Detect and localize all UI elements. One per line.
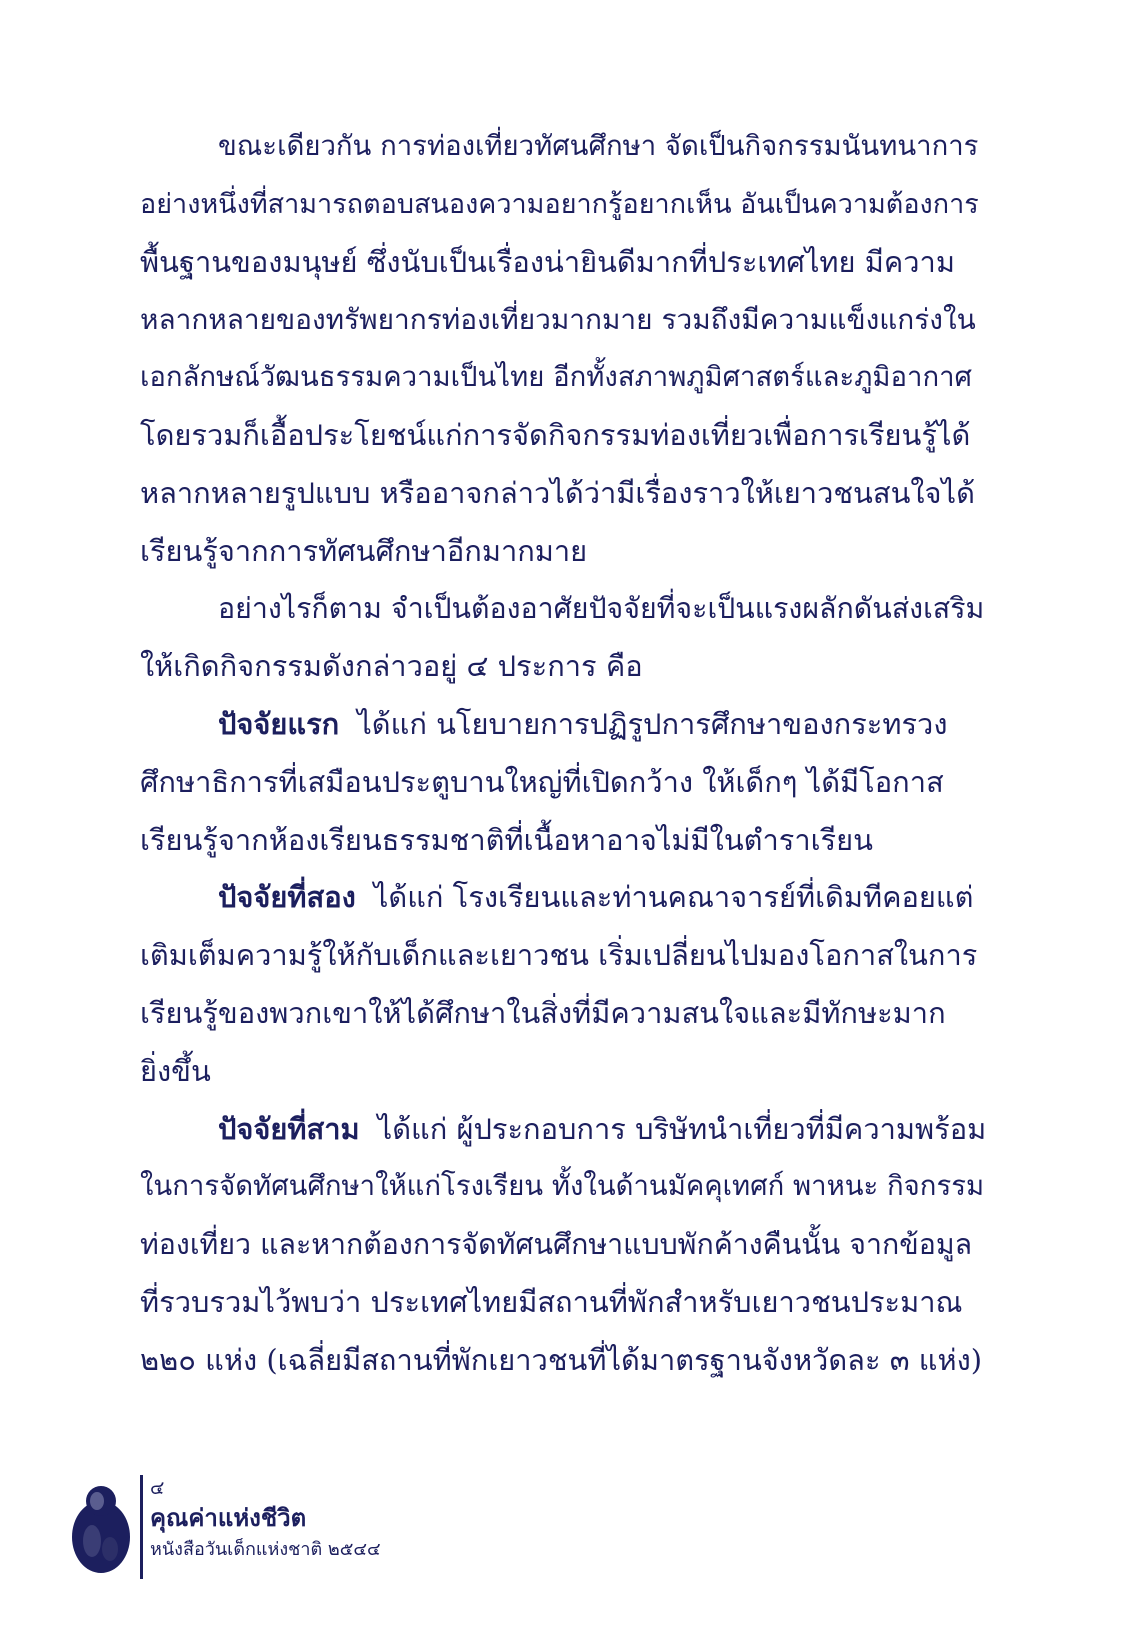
- text-line: ให้เกิดกิจกรรมดังกล่าวอยู่ ๔ ประการ คือ: [140, 649, 643, 684]
- text-line: เรียนรู้ของพวกเขาให้ได้ศึกษาในสิ่งที่มีความสนใจและมีทักษะมาก: [140, 995, 946, 1030]
- text-line: เติมเต็มความรู้ให้กับเด็กและเยาวชน เริ่มเปลี่ยนไปมองโอกาสในการ: [140, 938, 978, 973]
- text-line: เอกลักษณ์วัฒนธรรมความเป็นไทย อีกทั้งสภาพภูมิศาสตร์และภูมิอากาศ: [140, 361, 972, 394]
- text-line: ยิ่งขึ้น: [140, 1053, 211, 1088]
- text-line: อย่างไรก็ตาม จำเป็นต้องอาศัยปัจจัยที่จะเป็นแรงผลักดันส่งเสริม: [218, 592, 985, 626]
- text-line: ในการจัดทัศนศึกษาให้แก่โรงเรียน ทั้งในด้านมัคคุเทศก์ พาหนะ กิจกรรม: [140, 1170, 985, 1203]
- text-line: เรียนรู้จากการทัศนศึกษาอีกมากมาย: [140, 533, 588, 568]
- text-line-rest: ได้แก่ โรงเรียนและท่านคณาจารย์ที่เดิมทีคอยแต่: [373, 880, 974, 915]
- text-line: ที่รวบรวมไว้พบว่า ประเทศไทยมีสถานที่พักสำหรับเยาวชนประมาณ: [140, 1284, 963, 1319]
- text-line: [140, 696, 985, 754]
- book-subtitle: หนังสือวันเด็กแห่งชาติ ๒๕๔๔: [150, 1539, 381, 1560]
- text-line: พื้นฐานของมนุษย์ ซึ่งนับเป็นเรื่องน่ายินดีมากที่ประเทศไทย มีความ: [140, 244, 955, 279]
- text-line-rest: ได้แก่ นโยบายการปฏิรูปการศึกษาของกระทรวง: [357, 706, 948, 741]
- paragraph: [140, 869, 985, 1100]
- text-line: โดยรวมก็เอื้อประโยชน์แก่การจัดกิจกรรมท่องเที่ยวเพื่อการเรียนรู้ได้: [140, 417, 971, 452]
- text-line: ท่องเที่ยว และหากต้องการจัดทัศนศึกษาแบบพักค้างคืนนั้น จากข้อมูล: [140, 1228, 973, 1262]
- book-title: คุณค่าแห่งชีวิต: [150, 1504, 307, 1532]
- child-portrait-icon: [70, 1479, 132, 1575]
- text-line: หลากหลายรูปแบบ หรืออาจกล่าวได้ว่ามีเรื่องราวให้เยาวชนสนใจได้: [140, 475, 975, 510]
- text-line: ศึกษาธิการที่เสมือนประตูบานใหญ่ที่เปิดกว้าง ให้เด็กๆ ได้มีโอกาส: [140, 764, 944, 799]
- text-line: [140, 1101, 985, 1159]
- text-line: ๒๒๐ แห่ง (เฉลี่ยมีสถานที่พักเยาวชนที่ได้มาตรฐานจังหวัดละ ๓ แห่ง): [140, 1342, 983, 1377]
- footer-divider: [140, 1475, 143, 1579]
- factor-heading: ปัจจัยที่สอง: [218, 880, 356, 915]
- paragraph: [140, 1101, 985, 1390]
- factor-heading: ปัจจัยที่สาม: [218, 1111, 360, 1146]
- document-body: [140, 118, 985, 1390]
- text-line: ขณะเดียวกัน การท่องเที่ยวทัศนศึกษา จัดเป็นกิจกรรมนันทนาการ: [218, 130, 979, 162]
- page-number: ๔: [150, 1477, 165, 1499]
- paragraph: [140, 580, 985, 696]
- text-line-rest: ได้แก่ ผู้ประกอบการ บริษัทนำเที่ยวที่มีความพร้อม: [377, 1111, 987, 1146]
- footer-text: [150, 1475, 381, 1565]
- page-footer: [70, 1475, 490, 1585]
- paragraph: [140, 118, 985, 580]
- text-line: เรียนรู้จากห้องเรียนธรรมชาติที่เนื้อหาอาจไม่มีในตำราเรียน: [140, 822, 873, 857]
- text-line: [140, 869, 985, 927]
- text-line: อย่างหนึ่งที่สามารถตอบสนองความอยากรู้อยากเห็น อันเป็นความต้องการ: [140, 188, 979, 220]
- paragraph: [140, 696, 985, 869]
- text-line: หลากหลายของทรัพยากรท่องเที่ยวมากมาย รวมถึงมีความแข็งแกร่งใน: [140, 303, 976, 337]
- factor-heading: ปัจจัยแรก: [218, 706, 340, 741]
